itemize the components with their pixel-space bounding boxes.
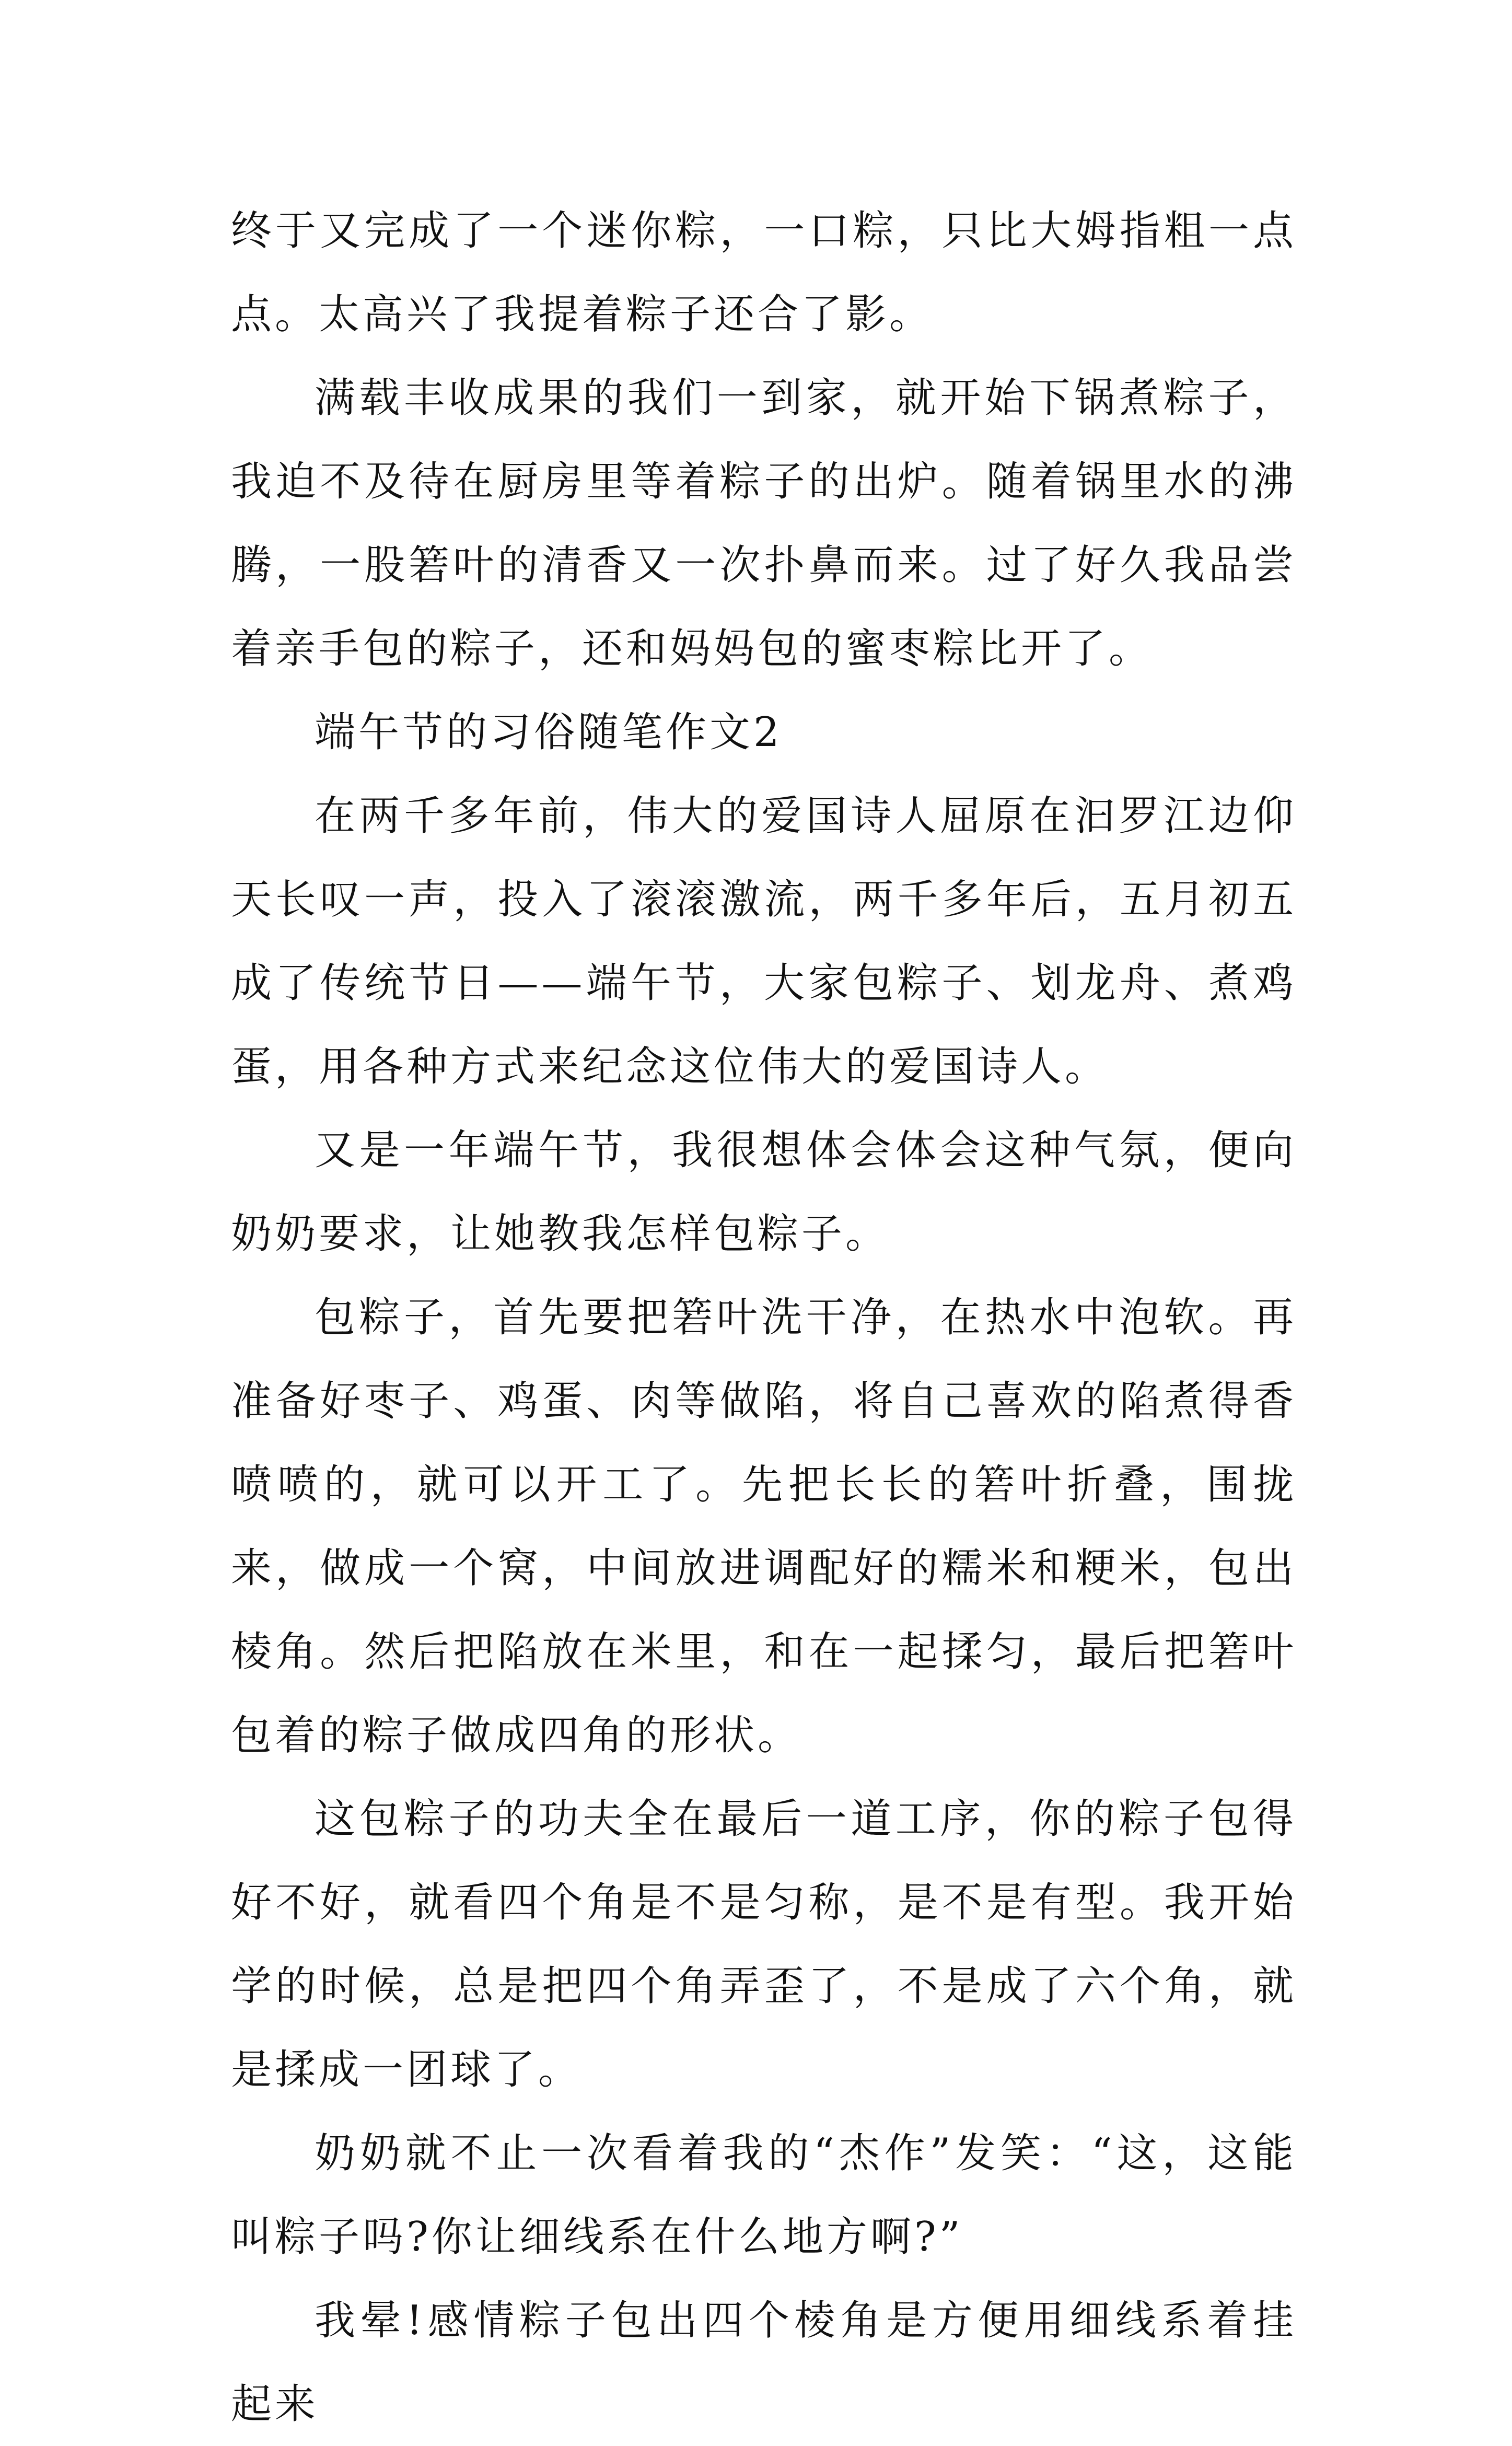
paragraph: 包粽子，首先要把箬叶洗干净，在热水中泡软。再准备好枣子、鸡蛋、肉等做陷，将自己喜欢的陷煮得香喷喷的，就可以开工了。先把长长的箬叶折叠，围拢来，做成一个窝，中间放进调配好的糯米和粳米，包出棱角。然后把陷放在米里，和在一起揉匀，最后把箬叶包着的粽子做成四角的形状。 <box>231 1294 1297 1759</box>
paragraph-continuation: 终于又完成了一个迷你粽，一口粽，只比大姆指粗一点点。太高兴了我提着粽子还合了影。 <box>231 207 1297 338</box>
section-heading: 端午节的习俗随笔作文2 <box>315 709 783 756</box>
paragraph: 满载丰收成果的我们一到家，就开始下锅煮粽子，我迫不及待在厨房里等着粽子的出炉。随着锅里水的沸腾，一股箬叶的清香又一次扑鼻而来。过了好久我品尝着亲手包的粽子，还和妈妈包的蜜枣粽比开了。 <box>231 375 1297 672</box>
paragraph: 奶奶就不止一次看着我的“杰作”发笑：“这，这能叫粽子吗?你让细线系在什么地方啊?” <box>231 2130 1297 2261</box>
paragraph: 又是一年端午节，我很想体会体会这种气氛，便向奶奶要求，让她教我怎样包粽子。 <box>231 1127 1297 1257</box>
paragraph: 这包粽子的功夫全在最后一道工序，你的粽子包得好不好，就看四个角是不是匀称，是不是有型。我开始学的时候，总是把四个角弄歪了，不是成了六个角，就是揉成一团球了。 <box>231 1796 1297 2093</box>
paragraph: 在两千多年前，伟大的爱国诗人屈原在汩罗江边仰天长叹一声，投入了滚滚激流，两千多年后，五月初五成了传统节日——端午节，大家包粽子、划龙舟、煮鸡蛋，用各种方式来纪念这位伟大的爱国诗人。 <box>231 793 1297 1090</box>
document-body <box>231 189 1297 2446</box>
paragraph: 我晕!感情粽子包出四个棱角是方便用细线系着挂起来 <box>231 2297 1297 2428</box>
